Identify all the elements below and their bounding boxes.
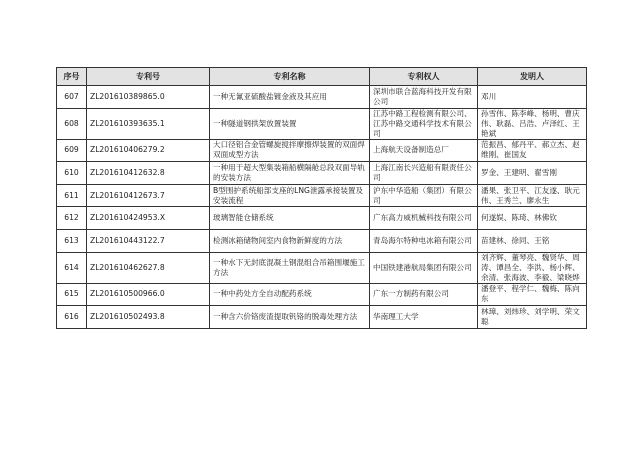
table-row [57, 306, 587, 329]
table-row [57, 184, 587, 207]
serial-no-cell: 610 [57, 162, 87, 185]
serial-no-cell: 608 [57, 108, 87, 139]
table-row [57, 162, 587, 185]
header-serial-no: 序号 [57, 68, 87, 86]
inventor-cell: 潘登平、程学仁、魏梅、陈向东 [478, 283, 587, 306]
patent-holder-cell: 上海江南长兴造船有限责任公司 [370, 162, 478, 185]
header-inventor: 发明人 [478, 68, 587, 86]
patent-no-cell: ZL201610443122.7 [87, 229, 210, 252]
header-patent-name: 专利名称 [210, 68, 370, 86]
patent-holder-cell: 广东高力威机械科技有限公司 [370, 207, 478, 230]
patent-no-cell: ZL201610462627.8 [87, 252, 210, 283]
patent-no-cell: ZL201610412632.8 [87, 162, 210, 185]
inventor-cell: 刘齐辉、董琴亮、魏贤华、周涛、谭昌全、李洪、杨小辉、余清、张海波、李毅、梁晓烨 [478, 252, 587, 283]
inventor-cell: 何遂娱、陈琦、林佛钦 [478, 207, 587, 230]
table-row [57, 229, 587, 252]
table-row [57, 252, 587, 283]
patent-name-cell: 检测冰箱储物间室内食物新鲜度的方法 [210, 229, 370, 252]
patent-name-cell: 一种水下无封底混凝土钢混组合吊箱围堰施工方法 [210, 252, 370, 283]
patent-name-cell: 一种隧道钢拱架放置装置 [210, 108, 370, 139]
serial-no-cell: 611 [57, 184, 87, 207]
table-row [57, 283, 587, 306]
patent-no-cell: ZL201610389865.0 [87, 86, 210, 109]
inventor-cell: 邓川 [478, 86, 587, 109]
serial-no-cell: 612 [57, 207, 87, 230]
patent-name-cell: 一种中药处方全自动配药系统 [210, 283, 370, 306]
serial-no-cell: 615 [57, 283, 87, 306]
patent-table [56, 67, 587, 329]
patent-name-cell: 大口径铝合金管螺旋搅拌摩擦焊装置的双面焊双面成型方法 [210, 139, 370, 162]
table-row [57, 86, 587, 109]
patent-name-cell: 一种用于超大型集装箱船横隔舱总段双面导轨的安装方法 [210, 162, 370, 185]
patent-holder-cell: 沪东中华造船（集团）有限公司 [370, 184, 478, 207]
serial-no-cell: 614 [57, 252, 87, 283]
table-row [57, 207, 587, 230]
patent-name-cell: B型围护系统船部支座的LNG泄露承接装置及安装流程 [210, 184, 370, 207]
table-header [57, 68, 587, 86]
table-row [57, 139, 587, 162]
inventor-cell: 罗金、王建明、翟雪刚 [478, 162, 587, 185]
patent-no-cell: ZL201610412673.7 [87, 184, 210, 207]
header-patent-holder: 专利权人 [370, 68, 478, 86]
patent-no-cell: ZL201610406279.2 [87, 139, 210, 162]
patent-holder-cell: 江苏中路工程检测有限公司、江苏中路交通科学技术有限公司 [370, 108, 478, 139]
patent-holder-cell: 上海航天设备制造总厂 [370, 139, 478, 162]
patent-name-cell: 一种无氰亚硫酸盐镀金液及其应用 [210, 86, 370, 109]
patent-no-cell: ZL201610500966.0 [87, 283, 210, 306]
inventor-cell: 潘果、张卫平、江友遂、耿元伟、王秀兰、廖永生 [478, 184, 587, 207]
patent-holder-cell: 青岛海尔特种电冰箱有限公司 [370, 229, 478, 252]
inventor-cell: 苗建林、徐同、王铭 [478, 229, 587, 252]
inventor-cell: 林璋、刘炜珍、刘学明、荣文聪 [478, 306, 587, 329]
serial-no-cell: 613 [57, 229, 87, 252]
serial-no-cell: 616 [57, 306, 87, 329]
header-patent-no: 专利号 [87, 68, 210, 86]
patent-no-cell: ZL201610393635.1 [87, 108, 210, 139]
patent-no-cell: ZL201610424953.X [87, 207, 210, 230]
serial-no-cell: 607 [57, 86, 87, 109]
patent-holder-cell: 华南理工大学 [370, 306, 478, 329]
patent-holder-cell: 深圳市联合蓝海科技开发有限公司 [370, 86, 478, 109]
serial-no-cell: 609 [57, 139, 87, 162]
header-row [57, 68, 587, 86]
patent-name-cell: 玻璃智能仓储系统 [210, 207, 370, 230]
table-body [57, 86, 587, 329]
table-row [57, 108, 587, 139]
inventor-cell: 范振昌、郁丹平、郝立杰、赵维刚、崔国友 [478, 139, 587, 162]
patent-no-cell: ZL201610502493.8 [87, 306, 210, 329]
inventor-cell: 孙雪伟、陈李峰、杨明、曹庆伟、耿磊、吕浩、卢泽红、王艳斌 [478, 108, 587, 139]
patent-holder-cell: 中国铁建港航局集团有限公司 [370, 252, 478, 283]
patent-name-cell: 一种含六价铬废渣提取钒铬的脱毒处理方法 [210, 306, 370, 329]
patent-holder-cell: 广东一方制药有限公司 [370, 283, 478, 306]
